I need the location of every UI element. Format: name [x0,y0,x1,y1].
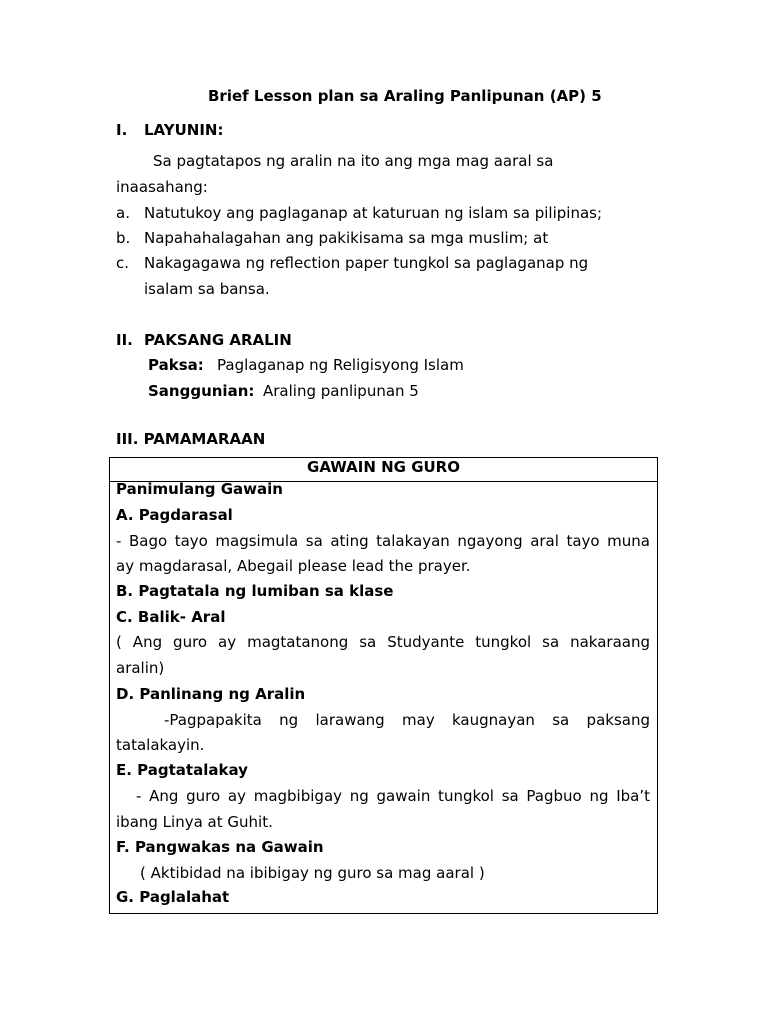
objective-item-c: Nakagagawa ng reflection paper tungkol sa paglaganap ng [144,254,589,272]
pagdarasal-heading: A. Pagdarasal [116,506,233,524]
layunin-intro-line2: inaasahang: [116,178,208,196]
pagtatalakay-text-line2: ibang Linya at Guhit. [116,813,273,831]
layunin-intro-line1: Sa pagtatapos ng aralin na ito ang mga mag aaral sa [153,152,554,170]
panimulang-gawain-heading: Panimulang Gawain [116,480,283,498]
pangwakas-text: ( Aktibidad na ibibigay ng guro sa mag aaral ) [140,864,485,882]
sanggunian-value: Araling panlipunan 5 [263,382,419,400]
document-title: Brief Lesson plan sa Araling Panlipunan (AP) 5 [208,87,602,105]
objective-letter-c: c. [116,254,130,272]
objective-item-a: Natutukoy ang paglaganap at katuruan ng islam sa pilipinas; [144,204,603,222]
layunin-heading: LAYUNIN: [144,121,224,139]
pagtatalakay-heading: E. Pagtatalakay [116,761,248,779]
pamamaraan-heading: III. PAMAMARAAN [116,430,266,448]
objective-letter-b: b. [116,229,131,247]
paksa-label: Paksa: [148,356,204,374]
panlinang-heading: D. Panlinang ng Aralin [116,685,306,703]
objective-letter-a: a. [116,204,130,222]
section-number-1: I. [116,121,128,139]
paglalahat-heading: G. Paglalahat [116,888,230,906]
pangwakas-heading: F. Pangwakas na Gawain [116,838,324,856]
balik-aral-text-line2: aralin) [116,659,165,677]
paksa-value: Paglaganap ng Religisyong Islam [217,356,464,374]
balik-aral-text-line1: ( Ang guro ay magtatanong sa Studyante tungkol sa nakaraang [116,633,650,651]
paksang-aralin-heading: PAKSANG ARALIN [144,331,292,349]
objective-item-b: Napahahalagahan ang pakikisama sa mga muslim; at [144,229,549,247]
balik-aral-heading: C. Balik- Aral [116,608,226,626]
pagdarasal-text-line1: - Bago tayo magsimula sa ating talakayan ngayong aral tayo muna [116,532,650,550]
table-header-gawain-ng-guro: GAWAIN NG GURO [110,458,657,482]
pagdarasal-text-line2: ay magdarasal, Abegail please lead the prayer. [116,557,471,575]
section-number-2: II. [116,331,133,349]
panlinang-text-line2: tatalakayin. [116,736,205,754]
sanggunian-label: Sanggunian: [148,382,255,400]
panlinang-text-line1: -Pagpapakita ng larawang may kaugnayan sa paksang [164,711,650,729]
pagtatala-heading: B. Pagtatala ng lumiban sa klase [116,582,394,600]
pagtatalakay-text-line1: - Ang guro ay magbibigay ng gawain tungkol sa Pagbuo ng Iba’t [136,787,650,805]
objective-item-c-continued: isalam sa bansa. [144,280,270,298]
